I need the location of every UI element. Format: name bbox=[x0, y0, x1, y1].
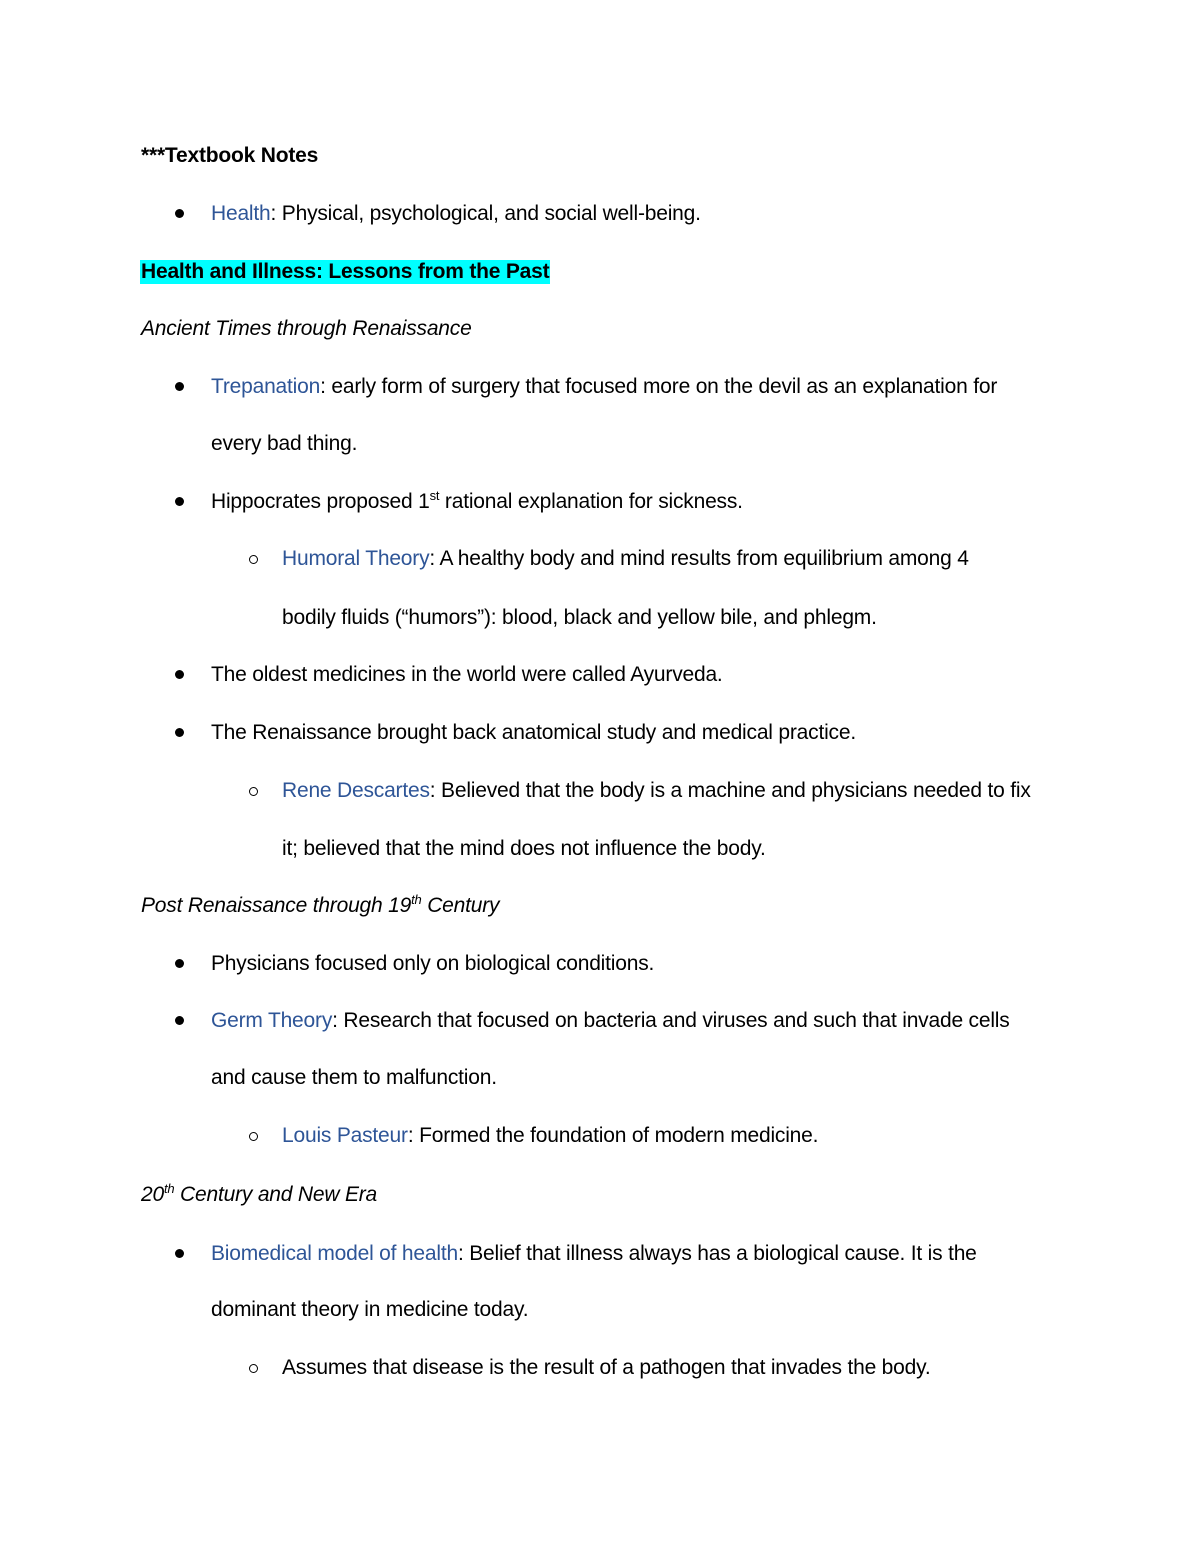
ordinal-superscript: th bbox=[411, 892, 422, 907]
definition-rene-descartes: : Believed that the body is a machine and physicians needed to fix bbox=[429, 779, 1031, 802]
sub-bullet-icon bbox=[249, 787, 258, 796]
definition-health: : Physical, psychological, and social well-being. bbox=[270, 202, 701, 225]
sub-item-descartes-cont: it; believed that the mind does not influence the body. bbox=[282, 837, 766, 860]
term-rene-descartes: Rene Descartes bbox=[282, 779, 430, 802]
section-heading bbox=[140, 258, 550, 286]
sub-item-humoral-cont: bodily fluids (“humors”): blood, black and yellow bile, and phlegm. bbox=[282, 606, 877, 629]
subheading-20th-text: 20 bbox=[141, 1183, 164, 1206]
term-germ-theory: Germ Theory bbox=[211, 1009, 333, 1032]
bullet-icon bbox=[175, 497, 184, 506]
subheading-post-renaissance bbox=[141, 892, 499, 920]
list-item-biomedical-cont: dominant theory in medicine today. bbox=[211, 1298, 529, 1321]
list-item-trepanation bbox=[211, 373, 997, 401]
hippocrates-text-rest: rational explanation for sickness. bbox=[439, 490, 743, 513]
bullet-icon bbox=[175, 1016, 184, 1025]
definition-louis-pasteur: : Formed the foundation of modern medicine. bbox=[407, 1124, 819, 1147]
bullet-icon bbox=[175, 959, 184, 968]
highlighted-heading-text: Health and Illness: Lessons from the Past bbox=[141, 260, 550, 283]
document-title: ***Textbook Notes bbox=[141, 144, 319, 167]
list-item-health bbox=[211, 200, 701, 228]
sub-bullet-icon bbox=[249, 1364, 258, 1373]
term-louis-pasteur: Louis Pasteur bbox=[282, 1124, 408, 1147]
list-item-renaissance: The Renaissance brought back anatomical study and medical practice. bbox=[211, 721, 856, 744]
subheading-post-text: Post Renaissance through 19 bbox=[141, 894, 412, 917]
term-humoral-theory: Humoral Theory bbox=[282, 547, 430, 570]
list-item-biomedical bbox=[211, 1240, 977, 1268]
term-health: Health bbox=[211, 202, 271, 225]
sub-item-pasteur bbox=[282, 1122, 818, 1150]
list-item-trepanation-cont: every bad thing. bbox=[211, 432, 358, 455]
sub-item-descartes bbox=[282, 777, 1031, 805]
subheading-ancient: Ancient Times through Renaissance bbox=[141, 317, 472, 340]
definition-trepanation: : early form of surgery that focused more on the devil as an explanation for bbox=[320, 375, 998, 398]
subheading-20th-century bbox=[141, 1181, 377, 1209]
list-item-hippocrates bbox=[211, 488, 743, 516]
ordinal-superscript: th bbox=[163, 1181, 175, 1196]
subheading-post-text-rest: Century bbox=[421, 894, 500, 917]
list-item-physicians: Physicians focused only on biological conditions. bbox=[211, 952, 655, 975]
sub-bullet-icon bbox=[249, 555, 258, 564]
list-item-germ-theory bbox=[211, 1007, 1010, 1035]
bullet-icon bbox=[175, 728, 184, 737]
bullet-icon bbox=[175, 382, 184, 391]
bullet-icon bbox=[175, 209, 184, 218]
bullet-icon bbox=[175, 1249, 184, 1258]
definition-germ-theory: : Research that focused on bacteria and viruses and such that invade cells bbox=[332, 1009, 1010, 1032]
definition-biomedical-model: : Belief that illness always has a biological cause. It is the bbox=[457, 1242, 977, 1265]
term-biomedical-model: Biomedical model of health bbox=[211, 1242, 458, 1265]
list-item-ayurveda: The oldest medicines in the world were called Ayurveda. bbox=[211, 663, 723, 686]
bullet-icon bbox=[175, 670, 184, 679]
ordinal-superscript: st bbox=[429, 488, 440, 503]
subheading-20th-text-rest: Century and New Era bbox=[174, 1183, 378, 1206]
hippocrates-text: Hippocrates proposed 1 bbox=[211, 490, 430, 513]
sub-bullet-icon bbox=[249, 1132, 258, 1141]
definition-humoral-theory: : A healthy body and mind results from equilibrium among 4 bbox=[429, 547, 969, 570]
sub-item-humoral bbox=[282, 545, 969, 573]
list-item-germ-theory-cont: and cause them to malfunction. bbox=[211, 1066, 497, 1089]
term-trepanation: Trepanation bbox=[211, 375, 321, 398]
sub-item-pathogen: Assumes that disease is the result of a pathogen that invades the body. bbox=[282, 1356, 931, 1379]
